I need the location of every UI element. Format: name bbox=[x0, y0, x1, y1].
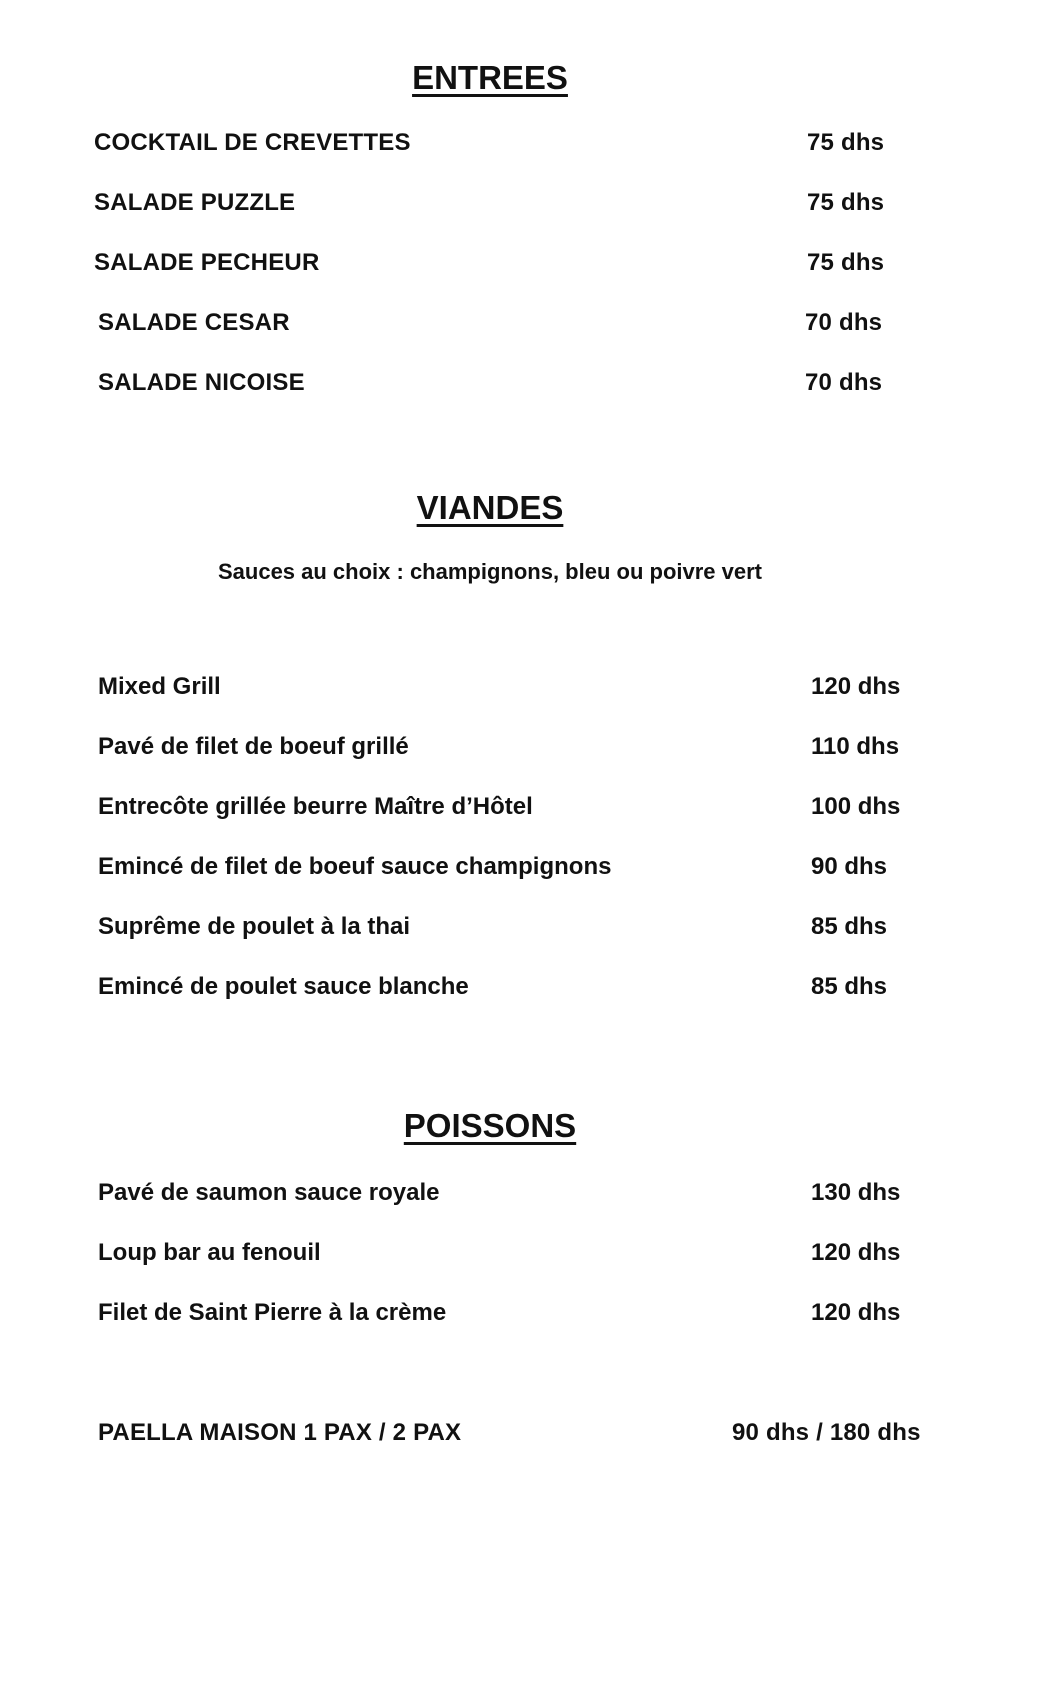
poissons-heading: POISSONS bbox=[403, 1107, 577, 1144]
menu-item bbox=[94, 126, 894, 160]
menu-item bbox=[98, 1296, 918, 1330]
menu-item bbox=[94, 186, 894, 220]
menu-item-price: 70 dhs bbox=[805, 309, 883, 336]
menu-item-name: SALADE PUZZLE bbox=[94, 189, 296, 216]
menu-item-name: Loup bar au fenouil bbox=[98, 1239, 321, 1266]
menu-item-name: COCKTAIL DE CREVETTES bbox=[94, 129, 411, 156]
menu-item-name: Emincé de filet de boeuf sauce champignons bbox=[98, 853, 612, 880]
menu-item-price: 100 dhs bbox=[811, 793, 901, 820]
menu-item-price: 120 dhs bbox=[811, 1239, 901, 1266]
menu-item bbox=[98, 730, 918, 764]
menu-item-name: Emincé de poulet sauce blanche bbox=[98, 973, 469, 1000]
menu-item-price: 120 dhs bbox=[811, 673, 901, 700]
menu-item bbox=[98, 1236, 918, 1270]
menu-item-price: 130 dhs bbox=[811, 1179, 901, 1206]
menu-item-price: 75 dhs bbox=[807, 129, 885, 156]
menu-item-price: 85 dhs bbox=[811, 913, 888, 940]
menu-item bbox=[98, 970, 918, 1004]
menu-item-price: 110 dhs bbox=[811, 733, 900, 760]
menu-item bbox=[94, 246, 894, 280]
menu-item-name: SALADE PECHEUR bbox=[94, 249, 320, 276]
menu-item-price: 90 dhs bbox=[811, 853, 888, 880]
menu-item bbox=[98, 366, 898, 400]
menu-item-name: SALADE CESAR bbox=[98, 309, 290, 336]
menu-item-price: 75 dhs bbox=[807, 189, 885, 216]
menu-item bbox=[98, 670, 918, 704]
menu-item-name: PAELLA MAISON 1 PAX / 2 PAX bbox=[98, 1419, 462, 1446]
menu-item-price: 90 dhs / 180 dhs bbox=[732, 1419, 921, 1446]
menu-item-name: Pavé de filet de boeuf grillé bbox=[98, 733, 409, 760]
menu-item-name: Entrecôte grillée beurre Maître d’Hôtel bbox=[98, 793, 533, 820]
menu-item bbox=[98, 850, 918, 884]
entrees-heading: ENTREES bbox=[412, 59, 568, 96]
menu-item-name: Suprême de poulet à la thai bbox=[98, 913, 411, 940]
sauce-note: Sauces au choix : champignons, bleu ou poivre vert bbox=[217, 559, 763, 584]
menu-item-price: 75 dhs bbox=[807, 249, 885, 276]
menu-item-name: Mixed Grill bbox=[98, 673, 221, 700]
viandes-heading: VIANDES bbox=[416, 489, 564, 526]
menu-item bbox=[98, 790, 918, 824]
paella-item bbox=[98, 1416, 938, 1450]
menu-item bbox=[98, 910, 918, 944]
menu-item-name: SALADE NICOISE bbox=[98, 369, 305, 396]
menu-item-price: 70 dhs bbox=[805, 369, 883, 396]
menu-item-name: Filet de Saint Pierre à la crème bbox=[98, 1299, 447, 1326]
menu-item-name: Pavé de saumon sauce royale bbox=[98, 1179, 440, 1206]
menu-item-price: 120 dhs bbox=[811, 1299, 901, 1326]
menu-item bbox=[98, 1176, 918, 1210]
menu-item-price: 85 dhs bbox=[811, 973, 888, 1000]
menu-item bbox=[98, 306, 898, 340]
